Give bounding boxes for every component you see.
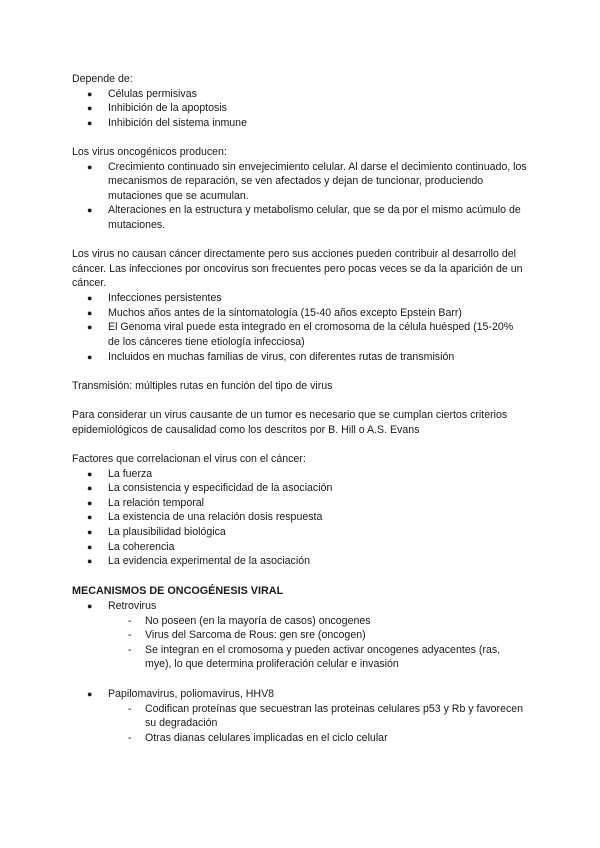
dash-icon: -: [128, 731, 132, 744]
dash-icon: -: [128, 702, 132, 715]
list-item: ● La consistencia y especificidad de la asociación: [87, 482, 333, 495]
bullet-icon: ●: [87, 556, 93, 567]
bullet-icon: ●: [87, 512, 93, 523]
list-item: ● El Genoma viral puede esta integrado en el cromosoma de la célula huésped (15-20% de los cánceres tiene etiología infecciosa): [87, 321, 514, 348]
list-item: ● Retrovirus: [87, 600, 157, 612]
bullet-icon: ●: [87, 307, 93, 318]
list-item: ● Inhibición del sistema inmune: [87, 116, 247, 129]
bullet-icon: ●: [87, 689, 93, 699]
bullet-icon: ●: [87, 322, 93, 333]
list-item: ● Muchos años antes de la sintomatología (15-40 años excepto Epstein Barr): [87, 306, 462, 319]
bullet-icon: ●: [87, 468, 93, 479]
sub-list-item: - Otras dianas celulares implicadas en el ciclo celular: [128, 731, 388, 744]
list-item: ● Incluidos en muchas familias de virus, con diferentes rutas de transmisión: [87, 350, 455, 363]
list-item: ● La fuerza: [87, 467, 153, 480]
list-item: ● La coherencia: [87, 540, 175, 553]
dash-icon: -: [128, 614, 132, 627]
bullet-icon: ●: [87, 351, 93, 362]
causality-paragraph: Para considerar un virus causante de un tumor es necesario que se cumplan ciertos criterios epidemiológicos de causalidad como los descritos por B. Hill o A.S. Evans: [72, 409, 508, 436]
sub-list-item: - Codifican proteínas que secuestran las proteinas celulares p53 y Rb y favorecen su degradación: [128, 702, 524, 730]
bullet-icon: ●: [87, 88, 93, 99]
sub-list-item: - Se integran en el cromosoma y pueden activar oncogenes adyacentes (ras, mye), lo que determina proliferación celular e invasión: [128, 643, 501, 671]
transmission-line: Transmisión: múltiples rutas en función del tipo de virus: [72, 379, 333, 392]
bullet-icon: ●: [87, 117, 93, 128]
bullet-icon: ●: [87, 497, 93, 508]
sub-list-item: - No poseen (en la mayoría de casos) oncogenes: [128, 614, 371, 627]
dash-icon: -: [128, 643, 132, 656]
bullet-icon: ●: [87, 205, 93, 216]
list-item: ● Inhibición de la apoptosis: [87, 102, 227, 115]
list-item: ● Papilomavirus, poliomavirus, HHV8: [87, 688, 275, 700]
dash-icon: -: [128, 629, 132, 642]
factors-intro: Factores que correlacionan el virus con el cáncer:: [72, 453, 306, 465]
oncogenic-intro: Los virus oncogénicos producen:: [72, 146, 227, 158]
list-item: ● Alteraciones en la estructura y metabolismo celular, que se da por el mismo acúmulo de mutaciones.: [87, 204, 521, 231]
bullet-icon: ●: [87, 103, 93, 114]
bullet-icon: ●: [87, 293, 93, 304]
cancer-paragraph: Los virus no causan cáncer directamente pero sus acciones pueden contribuir al desarrollo del cáncer. Las infecciones por oncovirus son frecuentes pero pocas veces se da la aparición de un cáncer.: [72, 248, 523, 290]
list-item: ● Crecimiento continuado sin envejecimiento celular. Al darse el decimiento continuado, los mecanismos de reparación, se ven afectados y dejan de tuncionar, produciendo mutaciones que se acumulan.: [87, 160, 527, 202]
list-item: ● La evidencia experimental de la asociación: [87, 555, 310, 568]
depends-intro: Depende de:: [72, 73, 133, 85]
list-item: ● Células permisivas: [87, 87, 197, 100]
list-item: ● La existencia de una relación dosis respuesta: [87, 511, 323, 524]
bullet-icon: ●: [87, 483, 93, 494]
section-heading: MECANISMOS DE ONCOGÉNESIS VIRAL: [72, 585, 284, 597]
bullet-icon: ●: [87, 601, 93, 611]
bullet-icon: ●: [87, 161, 93, 172]
bullet-icon: ●: [87, 541, 93, 552]
sub-list-item: - Virus del Sarcoma de Rous: gen sre (oncogen): [128, 629, 366, 642]
list-item: ● Infecciones persistentes: [87, 292, 222, 305]
list-item: ● La plausibilidad biológica: [87, 526, 226, 538]
list-item: ● La relación temporal: [87, 496, 204, 509]
bullet-icon: ●: [87, 527, 93, 537]
